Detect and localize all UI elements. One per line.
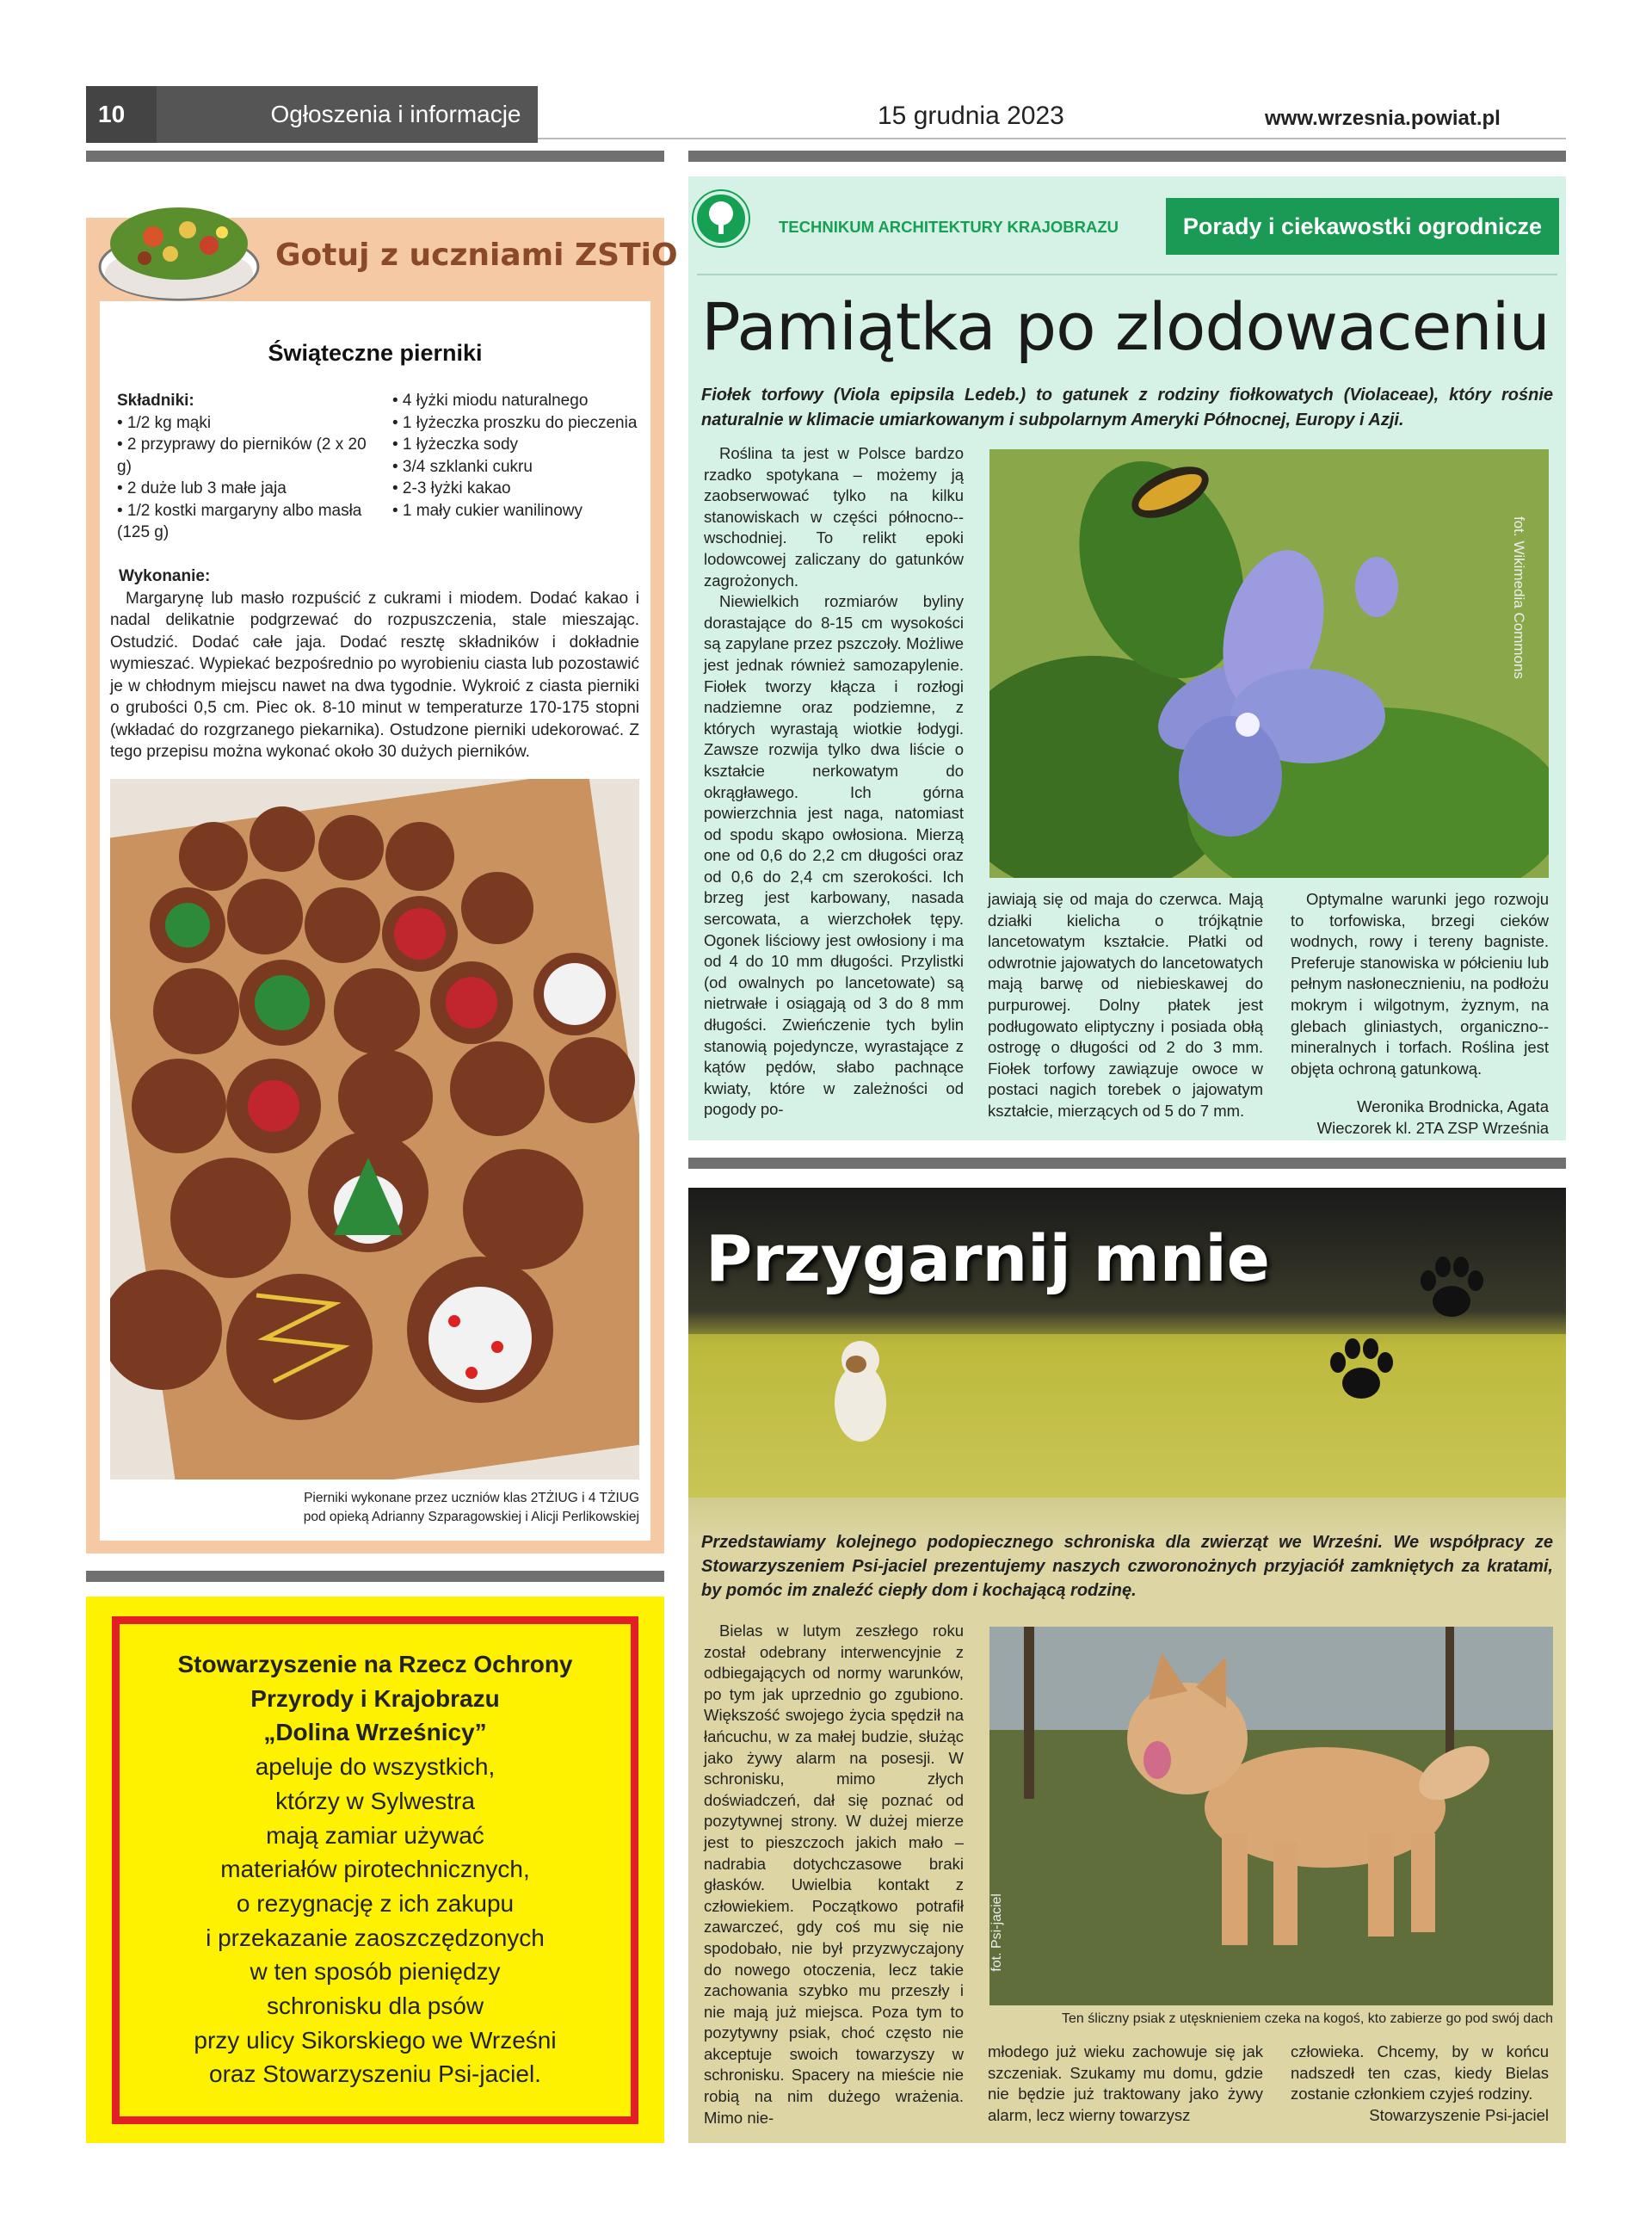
dog-image [989,1627,1553,2005]
article-lead: Fiołek torfowy (Viola epipsila Ledeb.) to gatunek z rodziny fiołkowatych (Violaceae), który rośnie naturalnie w klimacie umiarkowanym i subpolarnym Ameryki Północnej, Europy i Azji. [701,386,1553,429]
appeal-line: o rezygnację z ich zakupu [236,1889,515,1917]
appeal-line: oraz Stowarzyszeniu Psi-jaciel. [209,2060,541,2088]
appeal-line: „Dolina Wrześnicy” [263,1719,487,1746]
appeal-line: apeluje do wszystkich, [255,1753,496,1781]
divider [688,151,1566,162]
appeal-line: Stowarzyszenie na Rzecz Ochrony [177,1651,573,1677]
ingredients-label: Składniki: [117,392,194,410]
appeal-text [146,1647,604,2091]
article-column [704,443,964,1121]
ingredient: • 1 łyżeczka proszku do pieczenia [392,413,638,432]
section-title: Ogłoszenia i informacje [270,101,521,127]
divider [688,1158,1566,1169]
header-rule [538,138,1566,139]
ingredient: • 2-3 łyżki kakao [392,479,511,497]
salad-bowl-icon [93,176,265,306]
ingredient: • 2 przyprawy do pierników (2 x 20 g) [117,435,367,476]
website-link[interactable]: www.wrzesnia.powiat.pl [1265,107,1501,130]
article-signature: Stowarzyszenie Psi-jaciel [1369,2106,1549,2124]
ingredient: • 2 duże lub 3 małe jaja [117,479,287,497]
cookies-photo [110,779,639,1479]
preparation [110,565,639,763]
paragraph: Niewielkich rozmiarów byliny dorastające do 8-15 cm wysokości są zapylane przez pszczoły. Możliwe jest jednak również samozapylenie. Fiołek tworzy kłącza i rozłogi nadziemne oraz podziemne, z których wyrastają wiotkie łodygi. Zawsze rozwija tylko dwa liście o kształcie nerkowatym do okrągławego. Ich górna powierzchnia jest naga, natomiast od spodu skąpo owłosiona. Mierzą one od 0,6 do 2,2 cm długości oraz od 0,6 do 2,4 cm szerokości. Ich brzeg jest karbowany, nasada sercowata, a wierzchołek tępy. Ogonek liściowy jest owłosiony i ma od 4 do 10 mm długości. Przylistki (od owalnych po lancetowate) są nietrwałe i osiągają od 3 do 8 mm długości. Zwieńczenie tych bylin stanowią pojedyncze, wyrastające z kątów pędów, słabo pachnące kwiaty, które w zależności od pogody po- [704,592,964,1119]
paragraph: Roślina ta jest w Polsce bardzo rzadko spotykana – możemy ją zaobserwować tylko na kilku stanowiskach w części północno--wschodniej. To relikt epoki lodowcowej zaliczany do gatunków zagrożonych. [704,444,964,590]
section-tag: Porady i ciekawostki ogrodnicze [1166,198,1559,255]
caption-line: pod opieką Adrianny Szparagowskiej i Alicji Perlikowskiej [303,1510,639,1524]
article-column: młodego już wieku zachowuje się jak szczeniak. Szukamy mu domu, gdzie nie będzie już traktowany jako żywy alarm, lecz wierny towarzysz [988,2042,1263,2124]
divider [86,1571,664,1582]
photo-caption [110,1489,639,1527]
recipe-title: Świąteczne pierniki [268,340,483,366]
ingredients-left [117,390,367,544]
violet-photo [989,449,1549,878]
appeal-line: mają zamiar używać [266,1821,484,1849]
article-title: Przygarnij mnie [706,1222,1270,1296]
ingredients-right [392,390,650,522]
violet-flower-image [989,449,1549,878]
paw-print-icon [1321,1330,1402,1412]
ingredient: • 1/2 kg mąki [117,413,212,432]
paw-print-icon [1411,1248,1493,1330]
recipe-heading: Gotuj z uczniami ZSTiO [275,238,678,273]
ingredient: • 3/4 szklanki cukru [392,457,533,476]
paragraph: Bielas w lutym zeszłego roku został odebrany interwencyjnie z odbiegających od normy warunków, po tym jak uprzednio go zgubiono. Większość swojego życia spędził na łańcuchu, w za małej budzie, służąc jako żywy alarm na posesji. W schronisku, mimo złych doświadczeń, dał się poznać od pozytywnej strony. W dużej mierze jest to pieszczoch jakich mało – nadrabia dotychczasowe braki głasków. Uwielbia kontakt z człowiekiem. Początkowo potrafił zawarczeć, gdy coś mu się nie spodobało, nie był przyzwyczajony do nowego otoczenia, lecz takie zachowania szybko mu przeszły i nie mają już miejsca. Poza tym to pozytywny psiak, choć często nie akceptuje swoich towarzyszy w schronisku. Spacery na mieście nie robią na nim dużego wrażenia. Mimo nie- [704,1622,964,2127]
rule [697,274,1557,275]
appeal-line: materiałów pirotechnicznych, [220,1856,530,1883]
ingredient: • 4 łyżki miodu naturalnego [392,392,589,410]
photo-caption: Ten śliczny psiak z utęsknieniem czeka na kogoś, kto zabierze go pod swój dach [1062,2011,1553,2026]
appeal-line: w ten sposób pieniędzy [250,1958,501,1986]
article-column: człowieka. Chcemy, by w końcu nadszedł ten czas, kiedy Bielas zostanie członkiem czyjeś rodziny. [1291,2042,1549,2103]
paragraph: Optymalne warunki jego rozwoju to torfowiska, brzegi cieków wodnych, rowy i tereny bagniste. Preferuje stanowiska w półcieniu lub pełnym nasłonecznieniu, na podłożu mokrym i wilgotnym, żyznym, na glebach gliniastych, organiczno--mineralnych i torfach. Roślina jest objęta ochroną gatunkową. [1291,890,1549,1078]
article-title: Pamiątka po zlodowaceniu [701,288,1550,365]
school-name: TECHNIKUM ARCHITEKTURY KRAJOBRAZU [779,218,1119,236]
appeal-line: przy ulicy Sikorskiego we Wrześni [194,2026,557,2054]
tree-logo-icon [693,191,749,246]
preparation-text: Margarynę lub masło rozpuścić z cukrami i miodem. Dodać kakao i nadal delikatnie podgrzewać do rozpuszczenia, stale mieszając. Ostudzić. Dodać całe jaja. Dodać resztę składników i dokładnie wymieszać. Wypiekać bezpośrednio po wyrobieniu ciasta lub pozostawić je w chłodnym miejscu nawet na dwa tygodnie. Wykroić z ciasta pierniki o grubości 0,5 cm. Piec ok. 8-10 minut w temperaturze 170-175 stopni (wkładać do rozgrzanego piekarnika). Ostudzone pierniki udekorować. Z tego przepisu można wykonać około 30 dużych pierników. [110,589,639,761]
photo-credit: fot. Psi-jaciel [989,1893,1004,1972]
dog-photo [989,1627,1553,2005]
photo-credit: fot. Wikimedia Commons [1511,516,1527,679]
appeal-line: schronisku dla psów [266,1992,484,2020]
divider [86,151,664,162]
ingredient: • 1 łyżeczka sody [392,435,519,454]
tree-icon [697,195,745,243]
preparation-label: Wykonanie: [119,567,211,585]
ingredient: • 1/2 kostki margaryny albo masła (125 g) [117,501,362,541]
article-signature: Weronika Brodnicka, Agata Wieczorek kl. 2TA ZSP Września [1316,1097,1549,1137]
article-column: jawiają się od maja do czerwca. Mają działki kielicha o trójkątnie lancetowatym kształcie. Płatki od odwrotnie jajowatych do lancetowatych mają barwę od niebieskawej do purpurowej. Dolny płatek jest podługowato eliptyczny i posiada obłą ostrogę o długości od 2 do 3 mm. Fiołek torfowy zawiązuje owoce w postaci nagich torebek o jajowatym kształcie, mierzących od 5 do 7 mm. [988,890,1263,1120]
article-lead: Przedstawiamy kolejnego podopiecznego schroniska dla zwierząt we Wrześni. We współpracy ze Stowarzyszeniem Psi-jaciel prezentujemy naszych czworonożnych przyjaciół zamkniętych za kratami, by pomóc im znaleźć ciepły dom i kochającą rodzinę. [701,1533,1553,1600]
appeal-line: Przyrody i Krajobrazu [250,1684,500,1712]
gingerbread-cookies-image [110,779,639,1479]
article-column [1291,889,1549,1079]
appeal-line: i przekazanie zaoszczędzonych [206,1924,545,1951]
ingredient: • 1 mały cukier wanilinowy [392,501,583,520]
issue-date: 15 grudnia 2023 [878,102,1064,130]
article-column [704,1621,964,2128]
caption-line: Pierniki wykonane przez uczniów klas 2TŻIUG i 4 TŻIUG [304,1491,639,1505]
page-number: 10 [86,86,157,143]
appeal-line: którzy w Sylwestra [275,1787,475,1814]
